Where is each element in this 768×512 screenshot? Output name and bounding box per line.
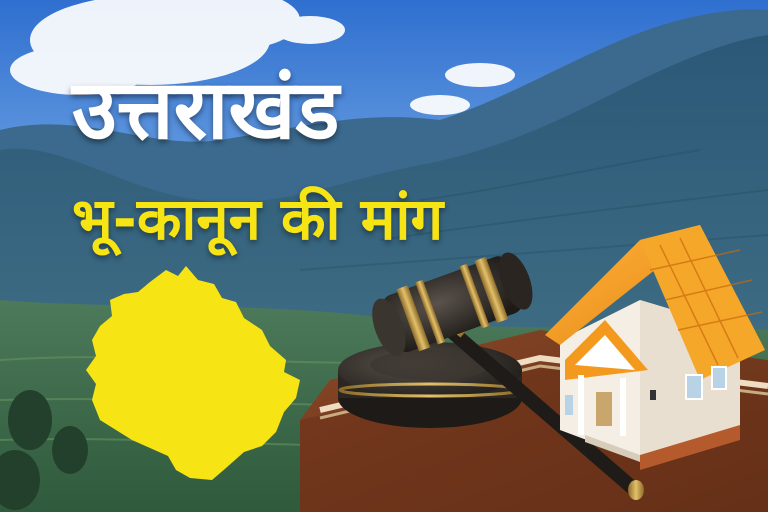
headline-title: उत्तराखंड <box>72 63 340 158</box>
sound-block <box>338 342 522 428</box>
headline-subtitle: भू-कानून की मांग <box>72 185 444 253</box>
